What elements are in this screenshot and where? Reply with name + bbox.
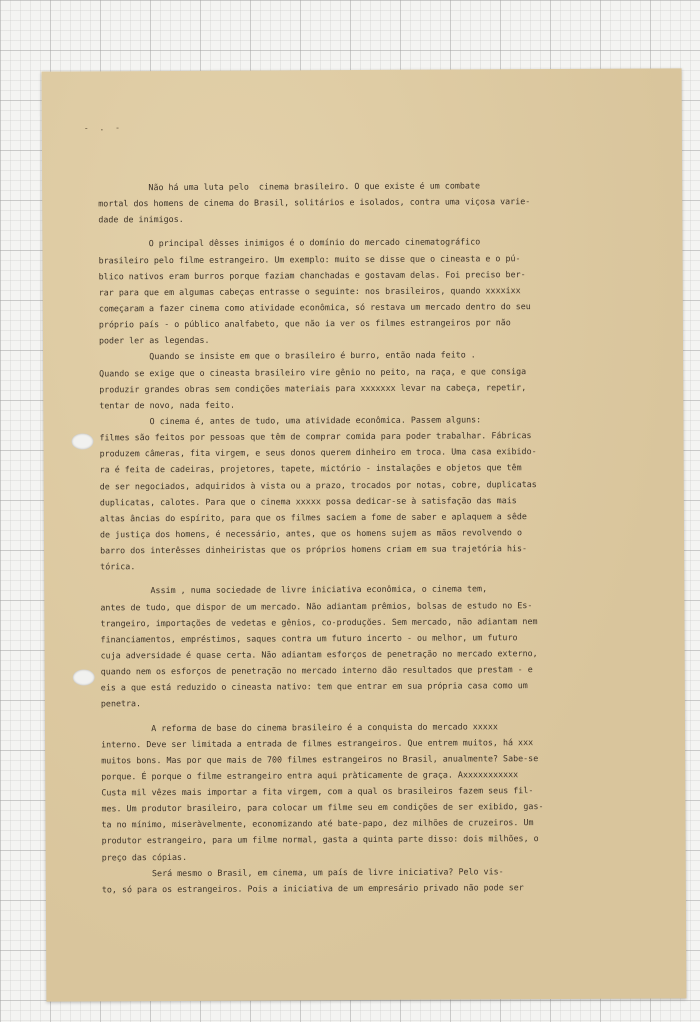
text-line: produtor estrangeiro, para um filme normal, gasta a quinta parte disso: dois milhões, o	[101, 833, 539, 846]
text-line: de ser negociados, adquiridos à vista ou a prazo, trocados por notas, cobre, duplicatas	[99, 478, 537, 491]
text-line: Quando se exige que o cineasta brasileiro vire gênio no peito, na raça, e que consiga	[99, 365, 527, 378]
text-line: rar para que em algumas cabeças entrasse o seguinte: nos brasileiros, quando xxxxixx	[98, 285, 521, 298]
text-line: duplicatas, calotes. Para que o cinema xxxxx possa dedicar-se à satisfação das mais	[99, 494, 517, 508]
text-line: preço das cópias.	[101, 851, 188, 863]
text-line: mortal dos homens de cinema do Brasil, solitários e isolados, contra uma viçosa varie-	[98, 196, 531, 209]
text-line: penetra.	[100, 698, 142, 709]
text-line: eis a que está reduzido o cineasta nativo: tem que entrar em sua própria casa como um	[100, 680, 528, 693]
text-line: porque. É porque o filme estrangeiro entra aqui pràticamente de graça. Axxxxxxxxxxx	[101, 769, 519, 782]
text-line: brasileiro pelo filme estrangeiro. Um exemplo: muito se disse que o cineasta e o pú-	[98, 252, 521, 265]
text-line: ta no mínimo, miseràvelmente, economizando até bate-papo, dez milhões de cruzeiros. Um	[101, 817, 534, 830]
text-line: financiamentos, empréstimos, saques contra um futuro incerto - ou melhor, um futuro	[100, 631, 518, 645]
text-line: Assim , numa sociedade de livre iniciativa econômica, o cinema tem,	[100, 583, 488, 596]
text-line: de justiça dos homens, é necessário, antes, que os homens sujem as mãos revolvendo o	[99, 527, 522, 540]
text-line: blico nativos eram burros porque faziam chanchadas e gostavam delas. Foi preciso ber-	[98, 268, 526, 282]
typed-text	[98, 176, 678, 897]
punch-hole	[73, 669, 95, 685]
text-line: cuja adversidade é quase certa. Não adiantam esforços de penetração no mercado externo,	[100, 648, 538, 661]
text-line: to, só para os estrangeiros. Pois a iniciativa de um empresário privado não pode ser	[101, 882, 524, 895]
text-line: tentar de novo, nada feito.	[99, 399, 235, 411]
text-line: muitos bons. Mas por que mais de 700 filmes estrangeiros no Brasil, anualmente? Sabe-se	[101, 752, 539, 766]
text-line: antes de tudo, que dispor de um mercado. Não adiantam prêmios, bolsas de estudo no Es-	[100, 599, 533, 612]
text-line: produzir grandes obras sem condições materiais para xxxxxxx levar na cabeça, repetir,	[99, 381, 527, 395]
text-line: ra é feita de cadeiras, projetores, tapete, mictório - instalações e objetos que têm	[99, 462, 522, 475]
text-line: barro dos interêsses dinheiristas que os próprios homens criam em sua trajetória his-	[100, 543, 528, 556]
text-line: trangeiro, importações de vedetas e gênios, co-produções. Sem mercado, não adiantam nem	[100, 615, 538, 629]
text-line: Quando se insiste em que o brasileiro é burro, então nada feito .	[99, 349, 476, 362]
text-line: Não há uma luta pelo cinema brasileiro. O que existe é um combate	[98, 180, 480, 193]
punch-hole	[71, 433, 93, 449]
text-line: filmes são feitos por pessoas que têm de comprar comida para poder trabalhar. Fábricas	[99, 430, 532, 443]
text-line: dade de inimigos.	[98, 214, 184, 225]
text-line: O principal dêsses inimigos é o domínio do mercado cinematográfico	[98, 236, 481, 249]
text-line: começaram a fazer cinema como atividade econômica, só restava um mercado dentro do seu	[98, 301, 531, 314]
text-line: mes. Um produtor brasileiro, para colocar um filme seu em condições de ser exibido, gas-	[101, 801, 544, 814]
text-line: altas âncias do espírito, para que os filmes saciem a fome de saber e aplaquem a sêde	[99, 510, 527, 524]
typewritten-page	[42, 68, 687, 1001]
text-line: tórica.	[100, 561, 136, 572]
corner-mark: - . -	[83, 123, 123, 133]
text-line: próprio país - o público analfabeto, que não ia ver os filmes estrangeiros por não	[98, 317, 511, 330]
text-line: Será mesmo o Brasil, em cinema, um país de livre iniciativa? Pelo vis-	[101, 866, 504, 879]
text-line: quando nem os esforços de penetração no mercado interno dão resultados que prestam - e	[100, 664, 533, 677]
text-line: Custa mil vêzes mais importar a fita virgem, com a qual os brasileiros fazem seus fil-	[101, 785, 534, 798]
text-line: poder ler as legendas.	[98, 335, 210, 346]
text-line: produzem câmeras, fita virgem, e seus donos querem dinheiro em troca. Uma casa exibido-	[99, 446, 537, 459]
text-line: interno. Deve ser limitada a entrada de filmes estrangeiros. Que entrem muitos, há xxx	[101, 736, 534, 750]
text-line: A reforma de base do cinema brasileiro é a conquista do mercado xxxxx	[100, 720, 498, 733]
text-line: O cinema é, antes de tudo, uma atividade econômica. Passem alguns:	[99, 414, 482, 427]
